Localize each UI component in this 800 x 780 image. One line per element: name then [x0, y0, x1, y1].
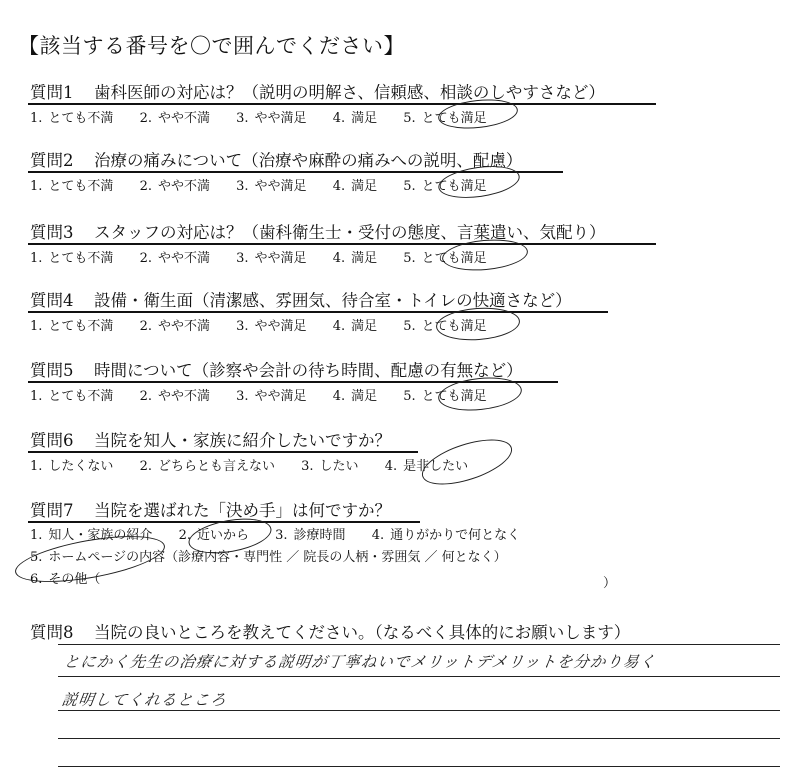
question-1-text: 歯科医師の対応は？（説明の明解さ、信頼感、相談のしやすさなど） — [94, 83, 605, 102]
q7-option-5[interactable]: 5. ホームページの内容（診療内容・専門性 ／ 院長の人柄・雰囲気 ／ 何となく） — [30, 550, 507, 565]
q6-option-4[interactable]: 4. 是非したい — [384, 459, 469, 474]
question-8 — [30, 622, 630, 644]
q4-option-5[interactable]: 5. とても満足 — [403, 319, 487, 334]
q4-option-3[interactable]: 3. やや満足 — [236, 319, 307, 334]
q1-option-1[interactable]: 1. とても不満 — [30, 111, 114, 126]
question-6 — [30, 430, 490, 474]
question-1-number: 質問1 — [30, 83, 74, 102]
q7-option-1[interactable]: 1. 知人・家族の紹介 — [30, 528, 153, 543]
question-5-number: 質問5 — [30, 361, 74, 380]
question-4 — [30, 290, 572, 334]
q5-option-2[interactable]: 2. やや不満 — [139, 389, 210, 404]
answer-line-1 — [58, 644, 780, 645]
q6-option-1[interactable]: 1. したくない — [30, 459, 114, 474]
q7-option-4[interactable]: 4. 通りがかりで何となく — [371, 528, 521, 543]
q2-option-4[interactable]: 4. 満足 — [332, 179, 378, 194]
question-6-underline — [28, 451, 418, 453]
question-4-number: 質問4 — [30, 291, 74, 310]
q3-option-1[interactable]: 1. とても不満 — [30, 251, 114, 266]
q5-option-3[interactable]: 3. やや満足 — [236, 389, 307, 404]
q4-option-2[interactable]: 2. やや不満 — [139, 319, 210, 334]
question-8-number: 質問8 — [30, 623, 74, 642]
q2-option-3[interactable]: 3. やや満足 — [236, 179, 307, 194]
question-5 — [30, 360, 523, 404]
question-3-underline — [28, 243, 656, 245]
question-3 — [30, 222, 606, 266]
q7-other-close-paren: ） — [603, 576, 617, 591]
question-7-text: 当院を選ばれた「決め手」は何ですか？ — [94, 501, 391, 520]
q1-option-4[interactable]: 4. 満足 — [332, 111, 378, 126]
answer-line-3 — [58, 710, 780, 711]
question-6-text: 当院を知人・家族に紹介したいですか？ — [94, 431, 391, 450]
question-2-number: 質問2 — [30, 151, 74, 170]
q3-option-3[interactable]: 3. やや満足 — [236, 251, 307, 266]
q1-option-5[interactable]: 5. とても満足 — [403, 111, 487, 126]
question-5-text: 時間について（診察や会計の待ち時間、配慮の有無など） — [94, 361, 523, 380]
q1-option-2[interactable]: 2. やや不満 — [139, 111, 210, 126]
handwritten-answer-line-1: とにかく先生の治療に対する説明が丁寧ねいでメリットデメリットを分かり易く — [62, 653, 658, 671]
question-4-text: 設備・衛生面（清潔感、雰囲気、待合室・トイレの快適さなど） — [94, 291, 572, 310]
q7-option-6[interactable]: 6. その他（ — [30, 572, 101, 587]
q7-option-2[interactable]: 2. 近いから — [178, 528, 249, 543]
question-7-underline — [28, 521, 420, 523]
question-2 — [30, 150, 522, 194]
question-8-text: 当院の良いところを教えてください。（なるべく具体的にお願いします） — [94, 623, 631, 642]
question-1 — [30, 82, 605, 126]
q5-option-1[interactable]: 1. とても不満 — [30, 389, 114, 404]
question-4-underline — [28, 311, 608, 313]
question-7 — [30, 500, 542, 591]
question-3-text: スタッフの対応は？（歯科衛生士・受付の態度、言葉遣い、気配り） — [94, 223, 606, 242]
q4-option-4[interactable]: 4. 満足 — [332, 319, 378, 334]
question-2-underline — [28, 171, 563, 173]
answer-line-4 — [58, 738, 780, 739]
handwritten-answer-line-2: 説明してくれるところ — [60, 691, 229, 709]
q5-option-4[interactable]: 4. 満足 — [332, 389, 378, 404]
page-title: 【該当する番号を〇で囲んでください】 — [18, 34, 405, 58]
q4-option-1[interactable]: 1. とても不満 — [30, 319, 114, 334]
q2-option-2[interactable]: 2. やや不満 — [139, 179, 210, 194]
question-6-number: 質問6 — [30, 431, 74, 450]
answer-line-2 — [58, 676, 780, 677]
q3-option-5[interactable]: 5. とても満足 — [403, 251, 487, 266]
q3-option-4[interactable]: 4. 満足 — [332, 251, 378, 266]
q2-option-1[interactable]: 1. とても不満 — [30, 179, 114, 194]
q1-option-3[interactable]: 3. やや満足 — [236, 111, 307, 126]
q3-option-2[interactable]: 2. やや不満 — [139, 251, 210, 266]
answer-line-5 — [58, 766, 780, 767]
q6-option-3[interactable]: 3. したい — [301, 459, 359, 474]
question-1-underline — [28, 103, 656, 105]
q7-option-3[interactable]: 3. 診療時間 — [275, 528, 346, 543]
q2-option-5[interactable]: 5. とても満足 — [403, 179, 487, 194]
q6-option-2[interactable]: 2. どちらとも言えない — [139, 459, 275, 474]
question-7-number: 質問7 — [30, 501, 74, 520]
question-3-number: 質問3 — [30, 223, 74, 242]
question-2-text: 治療の痛みについて（治療や麻酔の痛みへの説明、配慮） — [94, 151, 523, 170]
question-5-underline — [28, 381, 558, 383]
q5-option-5[interactable]: 5. とても満足 — [403, 389, 487, 404]
